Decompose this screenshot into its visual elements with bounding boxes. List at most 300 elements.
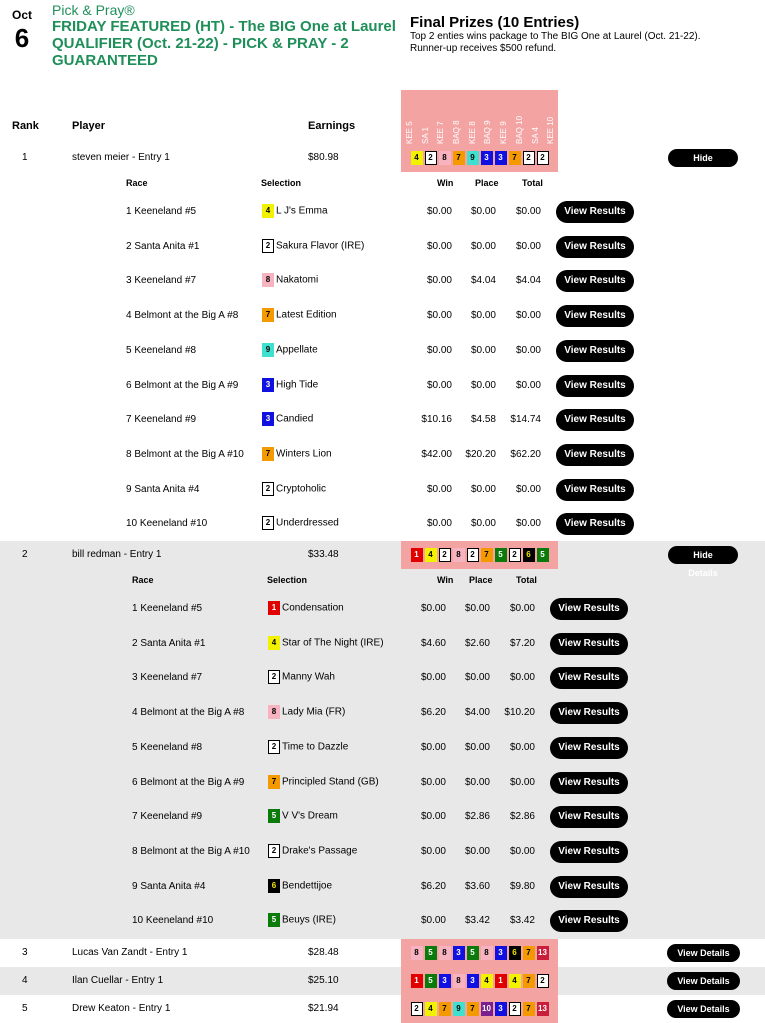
race-label-text: KEE 10	[546, 116, 556, 144]
details-total-header: Total	[516, 575, 537, 585]
race-label-text: SA 1	[420, 127, 430, 144]
selection	[268, 775, 379, 789]
race-name: 3 Keeneland #7	[132, 672, 203, 684]
selection	[262, 482, 326, 496]
view-results-button[interactable]: View Results	[556, 375, 634, 397]
saddle-cloth-badge: 3	[439, 974, 451, 988]
saddle-cloth-badge: 7	[523, 1002, 535, 1016]
saddle-cloth-badge: 7	[262, 308, 274, 322]
details-row	[0, 476, 765, 504]
race-name: 9 Santa Anita #4	[132, 880, 206, 892]
details-row	[0, 595, 765, 623]
total-value: $0.00	[515, 518, 541, 530]
saddle-cloth-badge: 6	[523, 548, 535, 562]
view-results-button[interactable]: View Results	[556, 513, 634, 535]
view-results-button[interactable]: View Results	[550, 910, 628, 932]
place-value: $4.58	[470, 414, 496, 426]
place-value: $0.00	[470, 240, 496, 252]
player-column-header: Player	[72, 120, 106, 132]
win-value: $10.16	[421, 414, 452, 426]
saddle-cloth-badge: 7	[268, 775, 280, 789]
place-value: $4.00	[464, 707, 490, 719]
race-name: 9 Santa Anita #4	[126, 483, 200, 495]
player-row	[0, 939, 765, 967]
details-total-header: Total	[522, 178, 543, 188]
saddle-cloth-badge: 2	[467, 548, 479, 562]
win-value: $4.60	[420, 637, 446, 649]
total-value: $2.86	[509, 811, 535, 823]
view-results-button[interactable]: View Results	[556, 444, 634, 466]
saddle-cloth-badge: 3	[262, 412, 274, 426]
race-name: 1 Keeneland #5	[126, 206, 197, 217]
final-prizes-line-2: Runner-up receives $500 refund.	[410, 43, 557, 54]
selection	[262, 378, 318, 392]
details-panel	[0, 567, 765, 939]
selection	[262, 412, 313, 426]
place-value: $0.00	[470, 379, 496, 391]
saddle-cloth-badge: 7	[262, 447, 274, 461]
saddle-cloth-badge: 4	[509, 974, 521, 988]
horse-name: V V's Dream	[282, 810, 338, 822]
horse-name: Candied	[276, 413, 314, 425]
place-value: $0.00	[464, 776, 490, 788]
place-value: $0.00	[464, 845, 490, 857]
race-label-text: SA 4	[530, 127, 540, 144]
selection	[262, 308, 337, 322]
view-results-button[interactable]: View Results	[550, 702, 628, 724]
place-value: $2.86	[464, 811, 490, 823]
view-results-button[interactable]: View Results	[556, 201, 634, 223]
total-value: $0.00	[509, 845, 535, 857]
selection	[268, 879, 332, 893]
race-name: 6 Belmont at the Big A #9	[126, 379, 239, 391]
total-value: $14.74	[510, 414, 541, 426]
total-value: $4.04	[515, 275, 541, 287]
details-row	[0, 734, 765, 762]
total-value: $0.00	[515, 379, 541, 391]
win-value: $42.00	[421, 448, 452, 460]
selection	[262, 447, 332, 461]
horse-name: L J's Emma	[276, 205, 328, 217]
view-results-button[interactable]: View Results	[556, 340, 634, 362]
player-row	[0, 541, 765, 578]
horse-name: Cryptoholic	[276, 483, 327, 495]
saddle-cloth-badge: 2	[262, 239, 274, 253]
race-name: 7 Keeneland #9	[132, 811, 203, 823]
race-name: 5 Keeneland #8	[132, 741, 203, 753]
total-value: $0.00	[509, 672, 535, 684]
win-value: $0.00	[426, 240, 452, 252]
hide-details-button[interactable]: Hide Details	[668, 149, 738, 167]
race-name: 7 Keeneland #9	[126, 414, 197, 426]
saddle-cloth-badge: 2	[537, 974, 549, 988]
details-row	[0, 267, 765, 295]
saddle-cloth-badge: 13	[537, 946, 549, 960]
details-row	[0, 907, 765, 935]
horse-name: Manny Wah	[282, 672, 335, 684]
view-results-button[interactable]: View Results	[550, 633, 628, 655]
saddle-cloth-badge: 4	[262, 204, 274, 218]
saddle-cloth-badge: 7	[453, 151, 465, 165]
race-label	[448, 90, 464, 146]
saddle-cloth-badge: 1	[495, 974, 507, 988]
win-value: $0.00	[420, 776, 446, 788]
selection	[262, 343, 318, 357]
player-rank: 2	[22, 549, 28, 560]
details-selection-header: Selection	[261, 178, 302, 188]
player-rank: 5	[22, 1003, 28, 1014]
win-value: $6.20	[420, 707, 446, 719]
horse-name: High Tide	[276, 379, 319, 391]
final-prizes-line-1: Top 2 enties wins package to The BIG One at Laurel (Oct. 21-22).	[410, 31, 701, 42]
page-header	[0, 0, 765, 80]
saddle-cloth-badge: 2	[268, 844, 280, 858]
saddle-cloth-badge: 9	[453, 1002, 465, 1016]
race-label	[401, 90, 417, 146]
saddle-cloth-badge: 5	[425, 974, 437, 988]
view-details-button[interactable]: View Details	[667, 944, 740, 962]
saddle-cloth-badge: 5	[268, 809, 280, 823]
horse-name: Bendettijoe	[282, 880, 333, 892]
saddle-cloth-badge: 8	[481, 946, 493, 960]
race-label	[527, 90, 543, 146]
race-name: 2 Santa Anita #1	[132, 637, 206, 649]
saddle-cloth-badge: 4	[481, 974, 493, 988]
view-results-button[interactable]: View Results	[550, 841, 628, 863]
details-row	[0, 441, 765, 469]
saddle-cloth-badge: 3	[453, 946, 465, 960]
details-row	[0, 630, 765, 658]
view-results-button[interactable]: View Results	[550, 772, 628, 794]
details-row	[0, 838, 765, 866]
win-value: $0.00	[420, 811, 446, 823]
details-row	[0, 769, 765, 797]
details-row	[0, 873, 765, 901]
player-name: Lucas Van Zandt - Entry 1	[72, 947, 188, 958]
selection-strip	[401, 939, 558, 967]
selection	[268, 740, 348, 754]
horse-name: Drake's Passage	[282, 845, 358, 857]
details-row	[0, 198, 765, 226]
saddle-cloth-badge: 8	[453, 974, 465, 988]
horse-name: Condensation	[282, 602, 344, 614]
race-name: 6 Belmont at the Big A #9	[132, 776, 245, 788]
view-results-button[interactable]: View Results	[556, 270, 634, 292]
details-place-header: Place	[469, 575, 493, 585]
saddle-cloth-badge: 5	[268, 913, 280, 927]
saddle-cloth-badge: 2	[268, 670, 280, 684]
race-labels-header	[401, 90, 558, 146]
view-results-button[interactable]: View Results	[550, 667, 628, 689]
race-name: 1 Keeneland #5	[132, 603, 203, 614]
race-label	[432, 90, 448, 146]
player-earnings: $21.94	[308, 1003, 339, 1014]
place-value: $0.00	[470, 310, 496, 322]
saddle-cloth-badge: 8	[262, 273, 274, 287]
place-value: $4.04	[470, 275, 496, 287]
selection	[268, 705, 345, 719]
race-name: 8 Belmont at the Big A #10	[132, 845, 250, 857]
details-row	[0, 406, 765, 434]
saddle-cloth-badge: 2	[268, 740, 280, 754]
view-results-button[interactable]: View Results	[550, 737, 628, 759]
saddle-cloth-badge: 2	[537, 151, 549, 165]
player-rank: 4	[22, 975, 28, 986]
saddle-cloth-badge: 8	[453, 548, 465, 562]
total-value: $0.00	[515, 310, 541, 322]
details-place-header: Place	[475, 178, 499, 188]
place-value: $3.60	[464, 880, 490, 892]
place-value: $2.60	[464, 637, 490, 649]
race-name: 4 Belmont at the Big A #8	[126, 310, 239, 322]
win-value: $0.00	[420, 915, 446, 927]
player-earnings: $25.10	[308, 975, 339, 986]
win-value: $0.00	[426, 379, 452, 391]
saddle-cloth-badge: 3	[481, 151, 493, 165]
race-name: 4 Belmont at the Big A #8	[132, 707, 245, 719]
place-value: $20.20	[465, 448, 496, 460]
view-results-button[interactable]: View Results	[550, 598, 628, 620]
horse-name: Nakatomi	[276, 275, 319, 287]
selection-strip	[401, 144, 558, 172]
view-results-button[interactable]: View Results	[550, 876, 628, 898]
selection-strip	[401, 541, 558, 569]
selection-strip	[401, 967, 558, 995]
rank-column-header: Rank	[12, 120, 39, 132]
details-row	[0, 337, 765, 365]
horse-name: Principled Stand (GB)	[282, 776, 379, 788]
contest-title: FRIDAY FEATURED (HT) - The BIG One at Laurel QUALIFIER (Oct. 21-22) - PICK & PRAY - 2 GUARANTEED	[52, 18, 396, 69]
total-value: $0.00	[515, 206, 541, 217]
place-value: $0.00	[464, 741, 490, 753]
race-name: 8 Belmont at the Big A #10	[126, 448, 244, 460]
win-value: $0.00	[426, 206, 452, 217]
saddle-cloth-badge: 2	[411, 1002, 423, 1016]
player-row	[0, 144, 765, 181]
saddle-cloth-badge: 8	[439, 946, 451, 960]
race-label-text: KEE 7	[436, 121, 446, 144]
race-label	[511, 90, 527, 146]
win-value: $6.20	[420, 880, 446, 892]
total-value: $0.00	[515, 240, 541, 252]
player-earnings: $28.48	[308, 947, 339, 958]
win-value: $0.00	[426, 275, 452, 287]
saddle-cloth-badge: 10	[481, 1002, 493, 1016]
saddle-cloth-badge: 1	[411, 548, 423, 562]
saddle-cloth-badge: 3	[495, 1002, 507, 1016]
saddle-cloth-badge: 5	[467, 946, 479, 960]
hide-details-button[interactable]: Hide Details	[668, 546, 738, 564]
place-value: $0.00	[470, 206, 496, 217]
player-name: bill redman - Entry 1	[72, 549, 162, 560]
saddle-cloth-badge: 7	[523, 974, 535, 988]
player-name: steven meier - Entry 1	[72, 152, 170, 163]
place-value: $0.00	[464, 672, 490, 684]
race-name: 10 Keeneland #10	[132, 915, 214, 927]
horse-name: Time to Dazzle	[282, 741, 349, 753]
player-rank: 3	[22, 947, 28, 958]
details-race-header: Race	[132, 575, 154, 585]
race-name: 2 Santa Anita #1	[126, 240, 200, 252]
saddle-cloth-badge: 4	[425, 548, 437, 562]
player-rank: 1	[22, 152, 28, 163]
saddle-cloth-badge: 3	[467, 974, 479, 988]
win-value: $0.00	[426, 518, 452, 530]
selection	[262, 239, 364, 253]
saddle-cloth-badge: 8	[268, 705, 280, 719]
race-label-text: KEE 5	[405, 121, 414, 144]
race-label-text: KEE 8	[467, 121, 477, 144]
event-date	[10, 8, 34, 52]
event-day: 6	[14, 23, 30, 53]
horse-name: Sakura Flavor (IRE)	[276, 240, 365, 252]
selection	[268, 913, 336, 927]
horse-name: Underdressed	[276, 517, 339, 529]
total-value: $7.20	[509, 637, 535, 649]
player-earnings: $80.98	[308, 152, 339, 163]
saddle-cloth-badge: 4	[411, 151, 423, 165]
race-name: 3 Keeneland #7	[126, 275, 197, 287]
player-row	[0, 995, 765, 1023]
win-value: $0.00	[420, 845, 446, 857]
race-label	[479, 90, 495, 146]
race-name: 10 Keeneland #10	[126, 518, 208, 530]
race-label	[417, 90, 433, 146]
win-value: $0.00	[426, 344, 452, 356]
saddle-cloth-badge: 8	[411, 946, 423, 960]
details-panel	[0, 170, 765, 541]
total-value: $9.80	[509, 880, 535, 892]
saddle-cloth-badge: 8	[439, 151, 451, 165]
horse-name: Appellate	[276, 344, 318, 356]
win-value: $0.00	[426, 310, 452, 322]
details-row	[0, 699, 765, 727]
total-value: $0.00	[509, 776, 535, 788]
saddle-cloth-badge: 3	[495, 151, 507, 165]
details-row	[0, 233, 765, 261]
saddle-cloth-badge: 2	[523, 151, 535, 165]
total-value: $0.00	[515, 483, 541, 495]
saddle-cloth-badge: 6	[509, 946, 521, 960]
selection	[262, 516, 339, 530]
total-value: $0.00	[515, 344, 541, 356]
saddle-cloth-badge: 3	[262, 378, 274, 392]
selection	[262, 273, 318, 287]
selection	[268, 670, 335, 684]
total-value: $62.20	[510, 448, 541, 460]
contest-subtitle: Pick & Pray®	[52, 2, 135, 18]
details-row	[0, 664, 765, 692]
final-prizes-title: Final Prizes (10 Entries)	[410, 14, 580, 31]
total-value: $3.42	[509, 915, 535, 927]
place-value: $0.00	[470, 344, 496, 356]
earnings-column-header: Earnings	[308, 120, 356, 132]
selection	[268, 601, 344, 615]
player-row	[0, 967, 765, 995]
saddle-cloth-badge: 6	[268, 879, 280, 893]
saddle-cloth-badge: 7	[467, 1002, 479, 1016]
details-row	[0, 302, 765, 330]
race-label	[542, 90, 558, 146]
saddle-cloth-badge: 7	[509, 151, 521, 165]
race-label	[495, 90, 511, 146]
horse-name: Beuys (IRE)	[282, 914, 336, 926]
saddle-cloth-badge: 5	[425, 946, 437, 960]
view-results-button[interactable]: View Results	[550, 806, 628, 828]
total-value: $10.20	[504, 707, 535, 719]
place-value: $3.42	[464, 915, 490, 927]
horse-name: Latest Edition	[276, 309, 337, 321]
contest-title-block	[52, 2, 402, 69]
race-label-text: BAQ 8	[452, 120, 462, 144]
leaderboard-header	[0, 90, 765, 146]
details-win-header: Win	[437, 178, 454, 188]
race-label	[464, 90, 480, 146]
saddle-cloth-badge: 2	[262, 482, 274, 496]
view-details-button[interactable]: View Details	[667, 972, 740, 990]
race-label-text: KEE 9	[499, 121, 509, 144]
horse-name: Lady Mia (FR)	[282, 706, 346, 718]
saddle-cloth-badge: 7	[481, 548, 493, 562]
view-results-button[interactable]: View Results	[556, 236, 634, 258]
details-selection-header: Selection	[267, 575, 308, 585]
saddle-cloth-badge: 9	[262, 343, 274, 357]
view-details-button[interactable]: View Details	[667, 1000, 740, 1018]
win-value: $0.00	[420, 603, 446, 614]
total-value: $0.00	[509, 603, 535, 614]
win-value: $0.00	[420, 741, 446, 753]
saddle-cloth-badge: 5	[537, 548, 549, 562]
saddle-cloth-badge: 2	[262, 516, 274, 530]
details-row	[0, 803, 765, 831]
horse-name: Winters Lion	[276, 448, 332, 460]
selection	[268, 636, 384, 650]
details-row	[0, 510, 765, 538]
saddle-cloth-badge: 1	[268, 601, 280, 615]
race-name: 5 Keeneland #8	[126, 344, 197, 356]
saddle-cloth-badge: 4	[268, 636, 280, 650]
saddle-cloth-badge: 13	[537, 1002, 549, 1016]
details-race-header: Race	[126, 178, 148, 188]
event-month: Oct	[11, 8, 32, 22]
race-label-text: BAQ 10	[514, 115, 524, 144]
view-results-button[interactable]: View Results	[556, 409, 634, 431]
details-win-header: Win	[437, 575, 454, 585]
total-value: $0.00	[509, 741, 535, 753]
race-label-text: BAQ 9	[483, 120, 493, 144]
saddle-cloth-badge: 4	[425, 1002, 437, 1016]
win-value: $0.00	[420, 672, 446, 684]
final-prizes-block	[410, 14, 760, 55]
view-results-button[interactable]: View Results	[556, 479, 634, 501]
saddle-cloth-badge: 2	[509, 548, 521, 562]
selection-strip	[401, 995, 558, 1023]
saddle-cloth-badge: 7	[523, 946, 535, 960]
selection	[262, 204, 328, 218]
saddle-cloth-badge: 2	[425, 151, 437, 165]
player-name: Ilan Cuellar - Entry 1	[72, 975, 164, 986]
player-earnings: $33.48	[308, 549, 339, 560]
saddle-cloth-badge: 5	[495, 548, 507, 562]
view-results-button[interactable]: View Results	[556, 305, 634, 327]
place-value: $0.00	[464, 603, 490, 614]
place-value: $0.00	[470, 483, 496, 495]
saddle-cloth-badge: 1	[411, 974, 423, 988]
saddle-cloth-badge: 7	[439, 1002, 451, 1016]
horse-name: Star of The Night (IRE)	[282, 637, 384, 649]
details-row	[0, 372, 765, 400]
selection	[268, 844, 357, 858]
